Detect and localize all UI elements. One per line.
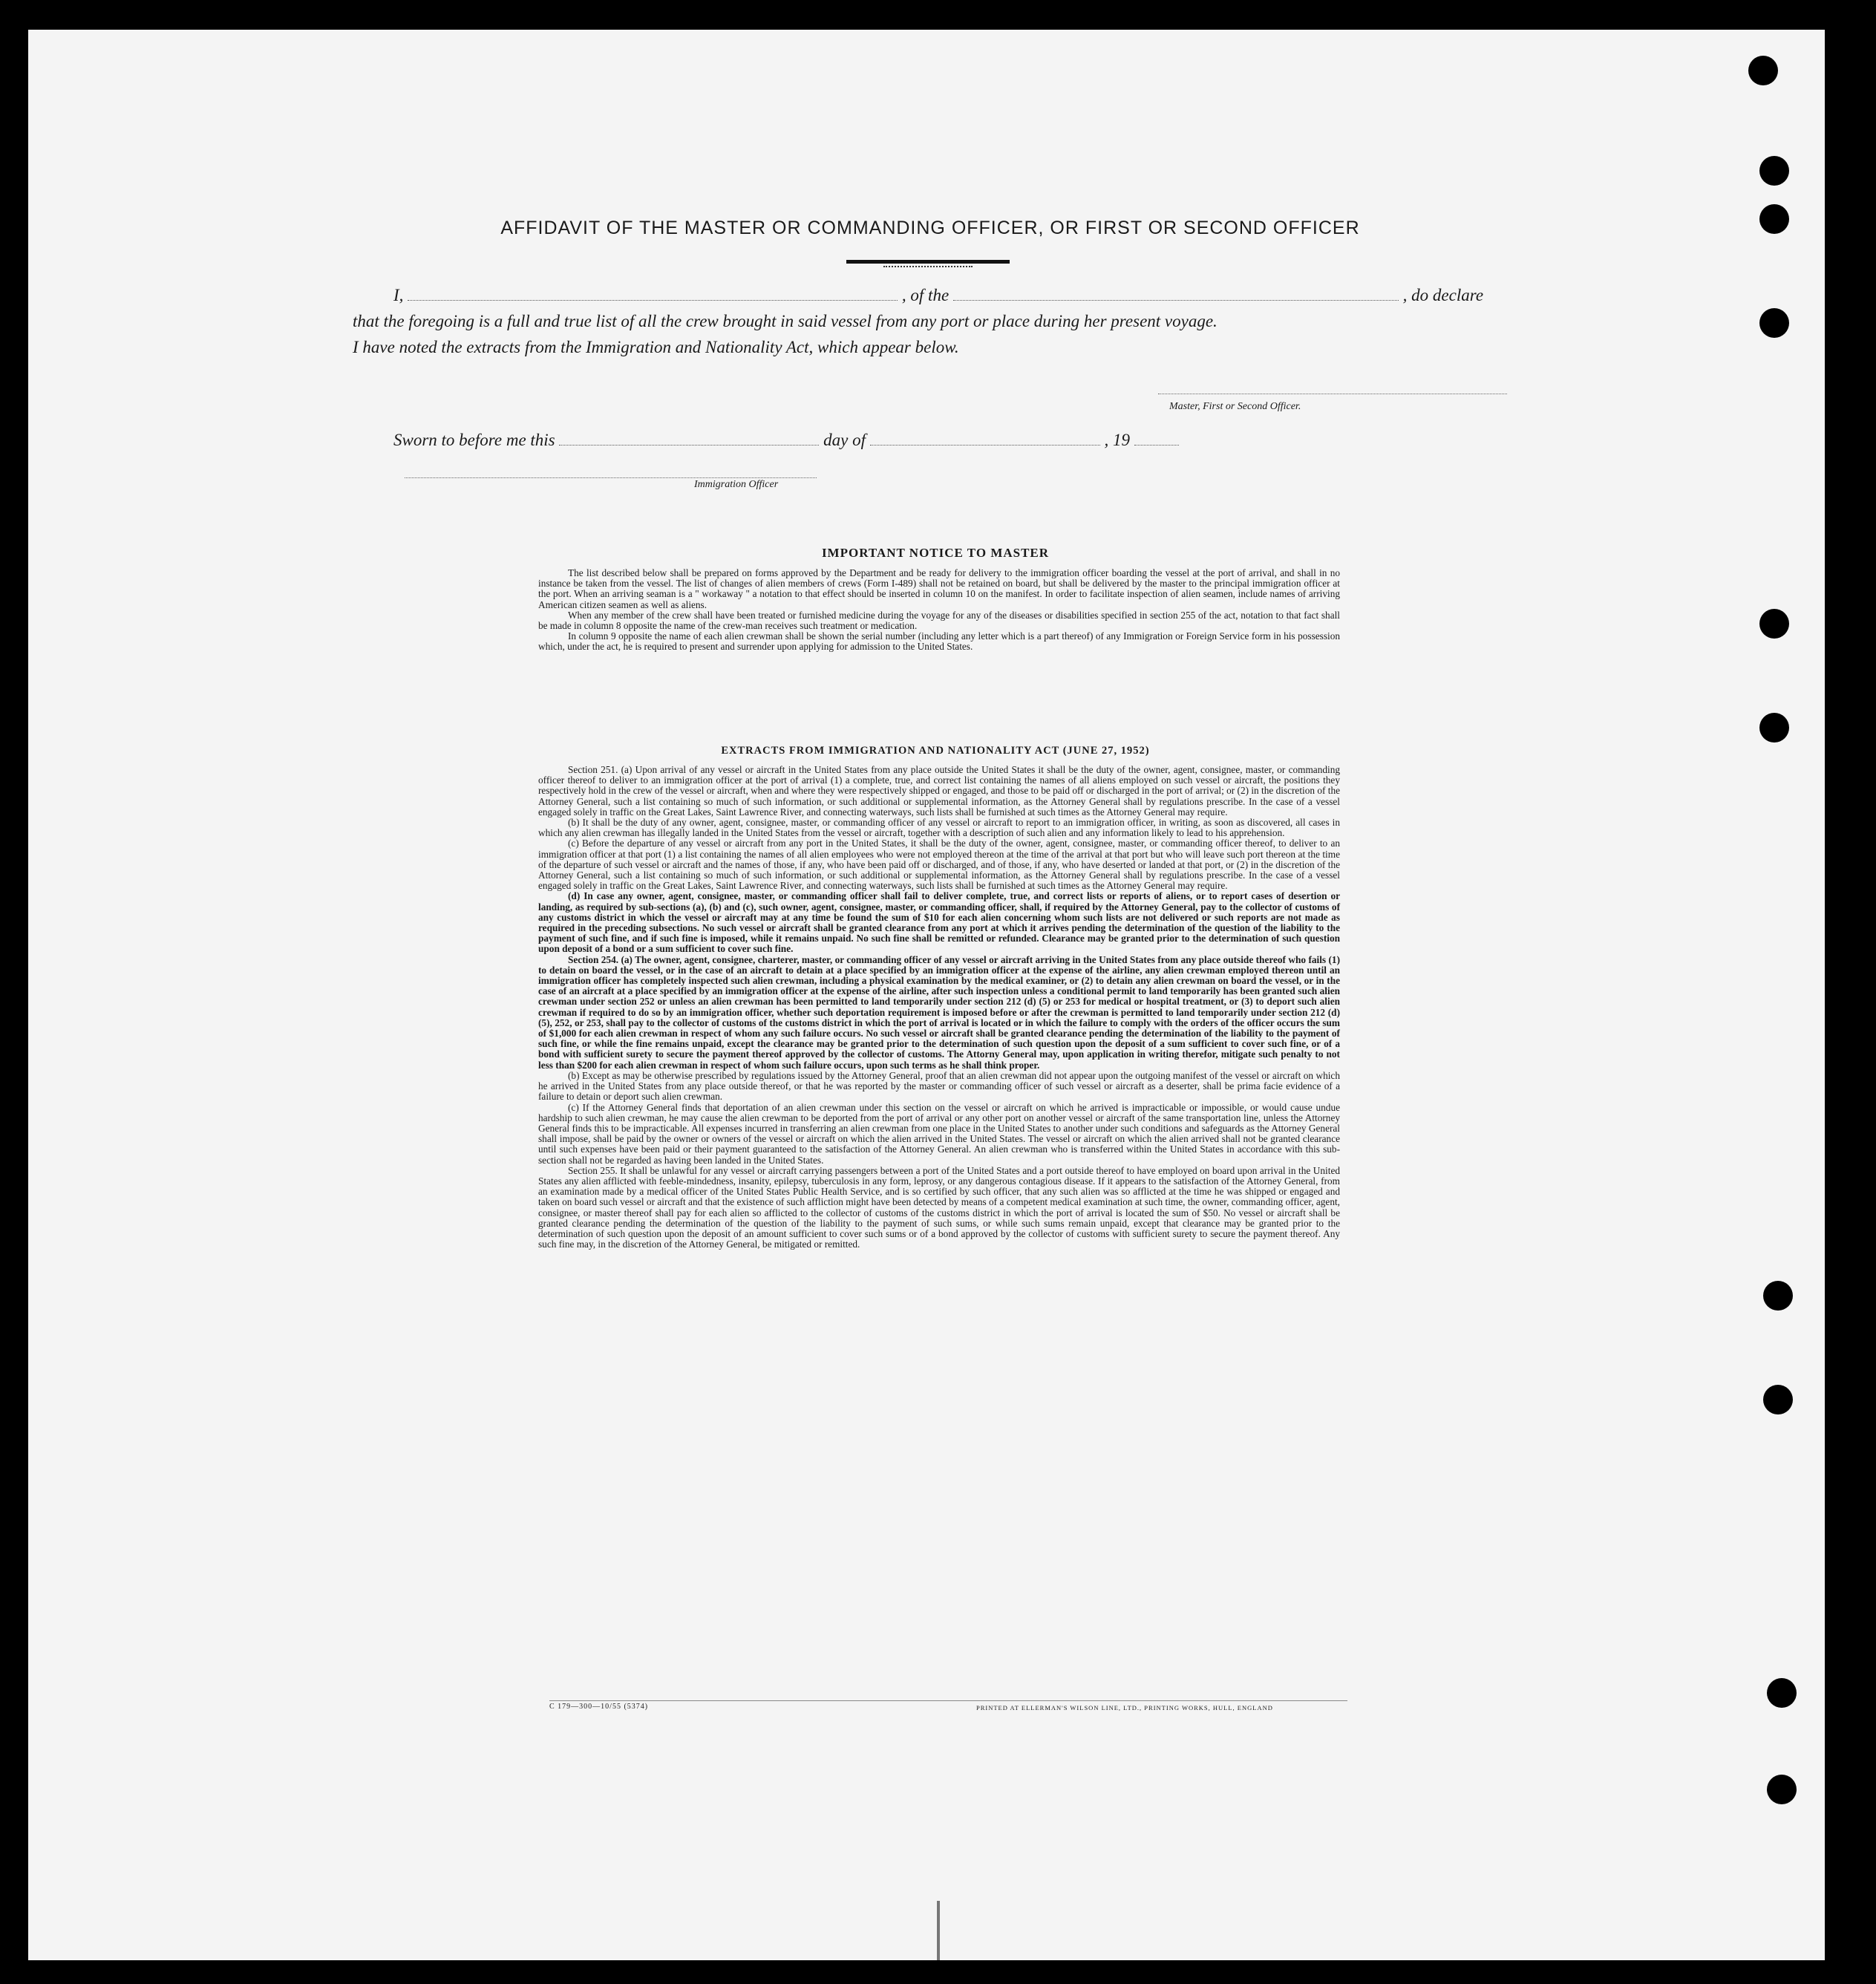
notice-heading: IMPORTANT NOTICE TO MASTER: [821, 546, 1050, 560]
punch-hole: [1763, 1385, 1793, 1414]
extract-paragraph: (c) Before the departure of any vessel or aircraft from any port in the United States, it shall be the duty of the owner, agent, consignee, master, or commanding officer thereof, to deliver to an immigration officer at that port (1) a list containing the names of all alien employees who were not employed thereon at the time of the arrival at that port but who will leave such port thereon at the time of the departure of such vessel or aircraft and the names of those, if any, who have been paid off or discharged, and of those, if any, who have deserted or landed at that port, or (2) in the discretion of the Attorney General, such a list containing so much of such information, or such additional or supplemental information, as the Attorney General shall by regulations prescribe. In the case of a vessel engaged solely in traffic on the Great Lakes, Saint Lawrence River, and connecting waterways, such lists shall be furnished at such times as the Attorney General may require.: [538, 838, 1340, 892]
extracts-body: [538, 765, 1340, 1250]
notice-paragraph: When any member of the crew shall have been treated or furnished medicine during the voyage for any of the diseases or disabilities specified in section 255 of the act, notation to that fact shall be made in column 8 opposite the name of the crew-man receives such treatment or medication.: [538, 609, 1340, 632]
sworn-line: [393, 431, 1507, 450]
vessel-blank: [953, 300, 1399, 301]
extract-paragraph: (b) Except as may be otherwise prescribed by regulations issued by the Attorney General, proof that an alien crewman did not appear upon the outgoing manifest of the vessel or aircraft on which he arrived in the United States from any place outside thereof, or that he was reported by the master or commanding officer of such vessel or aircraft as a deserter, shall be prima facie evidence of a failure to detain or deport such alien crewman.: [538, 1069, 1340, 1103]
extracts-heading: EXTRACTS FROM IMMIGRATION AND NATIONALITY ACT (JUNE 27, 1952): [721, 745, 1150, 757]
extract-paragraph: (c) If the Attorney General finds that deportation of an alien crewman under this section on the vessel or aircraft on which he arrived is impracticable or impossible, or would cause undue hardship to such alien crewman, he may cause the alien crewman to be deported from the port of arrival or any other port on another vessel or aircraft of the same transportation line, unless the Attorney General finds this to be impracticable. All expenses incurred in transferring an alien crewman from one place in the United States to another under such conditions and safeguards as the Attorney General shall impose, shall be paid by the owner or owners of the vessel or aircraft on which the alien arrived in the United States. The vessel or aircraft on which the alien arrived shall not be granted clearance until such expenses have been paid or their payment guaranteed to the satisfaction of the Attorney General. An alien crewman who is transferred within the United States in accordance with this sub-section shall not be regarded as having been landed in the United States.: [538, 1101, 1340, 1166]
affidavit-declare: , do declare: [1402, 286, 1484, 304]
notice-body: [538, 568, 1340, 653]
punch-hole: [1759, 156, 1789, 186]
affidavit-title: AFFIDAVIT OF THE MASTER OR COMMANDING OFFICER, OR FIRST OR SECOND OFFICER: [500, 218, 1360, 238]
year-blank: [1134, 445, 1179, 446]
sworn-blank: [559, 445, 819, 446]
officer-signature-line: [405, 477, 817, 478]
paper-fold-mark: [937, 1901, 940, 1960]
master-caption: Master, First or Second Officer.: [1169, 401, 1301, 412]
name-blank: [408, 300, 898, 301]
affidavit-line-2: that the foregoing is a full and true list of all the crew brought in said vessel from any port or place during her present voyage.: [353, 312, 1218, 330]
title-ornament-flourish: [883, 266, 973, 269]
affidavit-i: I,: [393, 286, 404, 304]
punch-hole: [1767, 1678, 1797, 1708]
punch-hole: [1759, 204, 1789, 234]
notice-paragraph: The list described below shall be prepared on forms approved by the Department and be ready for delivery to the immigration officer boarding the vessel at the port of arrival, and shall in no instance be taken from the vessel. The list of changes of alien members of crews (Form I-489) shall not be retained on board, but shall be delivered by the master to the principal immigration officer at the port. When an arriving seaman is a " workaway " a notation to that effect should be inserted in column 10 on the manifest. In order to facilitate inspection of alien seamen, include names of arriving American citizen seamen as well as aliens.: [538, 567, 1340, 610]
extract-paragraph: Section 255. It shall be unlawful for any vessel or aircraft carrying passengers between a port of the United States and a port outside thereof to have employed on board upon arrival in the United States any alien afflicted with feeble-mindedness, insanity, epilepsy, tuberculosis in any form, leprosy, or any dangerous contagious disease. If it appears to the satisfaction of the Attorney General, from an examination made by a medical officer of the United States Public Health Service, and is so certified by such officer, that any such alien was so afflicted at the time he was shipped or engaged and taken on board such vessel or aircraft and that the existence of such affliction might have been detected by means of a competent medical examination at such time, the owner, commanding officer, agent, consignee, or master thereof shall pay for each alien so afflicted to the collector of customs of the customs district in which the port of arrival is located the sum of $50. No vessel or aircraft shall be granted clearance pending the determination of the question of the liability to the payment of such sums, or while such sums remain unpaid, except that clearance may be granted prior to the determination of such question upon the deposit of an amount sufficient to cover such sums or of a bond approved by the collector of customs with sufficient surety to secure the payment thereof. Any such fine may, in the discretion of the Attorney General, be mitigated or remitted.: [538, 1164, 1340, 1250]
extract-paragraph: (b) It shall be the duty of any owner, agent, consignee, master, or commanding officer of any vessel or aircraft to report to an immigration officer, in writing, as soon as discovered, all cases in which any alien crewman has illegally landed in the United States from the vessel or aircraft, together with a description of such alien and any information likely to lead to his apprehension.: [538, 817, 1340, 839]
punch-hole: [1759, 609, 1789, 639]
year-text: , 19: [1104, 431, 1130, 449]
day-blank: [870, 445, 1100, 446]
day-of-text: day of: [823, 431, 866, 449]
extract-paragraph: Section 254. (a) The owner, agent, consignee, charterer, master, or commanding officer of any vessel or aircraft arriving in the United States from any place outside thereof who fails (1) to detain on board the vessel, or in the case of an aircraft to detain at a place specified by an immigration officer at the expense of the airline, any alien crewman employed thereon until an immigration officer has completely inspected such alien crewman, including a physical examination by the medical examiner, or (2) to detain any alien crewman on board the vessel, or in the case of an aircraft at a place specified by an immigration officer at the expense of the airline, after such inspection unless a conditional permit to land temporarily has been granted such alien crewman under section 252 or unless an alien crewman has been permitted to land temporarily under section 212 (d) (5) or 253 for medical or hospital treatment, or (3) to deport such alien crewman if required to do so by an immigration officer, whether such deportation requirement is imposed before or after the crewman is permitted to land temporarily under section 212 (d) (5), 252, or 253, shall pay to the collector of customs of the customs district in which the port of arrival is located or in which the failure to comply with the orders of the officer occurs the sum of $1,000 for each alien crewman in respect of whom any such failure occurs. No such vessel or aircraft shall be granted clearance pending the determination of the liability to the payment of such fine, or while the fine remains unpaid, except the clearance may be granted prior to the determination of such question upon the deposit of a sum sufficient to cover such fine, or of a bond with sufficient surety to secure the payment thereof approved by the collector of customs. The Attorny General may, upon application in writing therefor, mitigate such penalty to not less than $200 for each alien crewman in respect of whom such failure occurs, upon such terms as he shall think proper.: [538, 953, 1340, 1071]
footer-rule: [549, 1700, 1347, 1701]
form-code: C 179—300—10/55 (5374): [549, 1703, 649, 1711]
extract-paragraph: Section 251. (a) Upon arrival of any vessel or aircraft in the United States from any place outside the United States it shall be the duty of the owner, agent, consignee, master, or commanding officer thereof to deliver to an immigration officer at the port of arrival (1) a complete, true, and correct list containing the names of all aliens employed on such vessel or aircraft, the positions they respectively hold in the crew of the vessel or aircraft, when and where they were respectively shipped or engaged, and those to be paid off or discharged in the port of arrival; or (2) in the discretion of the Attorney General, such a list containing so much of such information, or such additional or supplemental information, as the Attorney General shall by regulations prescribe. In the case of a vessel engaged solely in traffic on the Great Lakes, Saint Lawrence River, and connecting waterways, such lists shall be furnished at such times as the Attorney General may require.: [538, 764, 1340, 818]
affidavit-line-1: [393, 286, 1507, 305]
notice-paragraph: In column 9 opposite the name of each alien crewman shall be shown the serial number (including any letter which is a part thereof) of any Immigration or Foreign Service form in his possession which, under the act, he is required to present and surrender upon applying for admission to the United States.: [538, 630, 1340, 653]
sworn-text: Sworn to before me this: [393, 431, 555, 449]
punch-hole: [1763, 1281, 1793, 1311]
punch-hole: [1759, 713, 1789, 743]
punch-hole: [1759, 308, 1789, 338]
title-ornament-rule: [846, 260, 1010, 264]
punch-hole: [1767, 1775, 1797, 1804]
officer-caption: Immigration Officer: [694, 479, 779, 490]
affidavit-line-3: I have noted the extracts from the Immigration and Nationality Act, which appear below.: [353, 338, 959, 356]
extract-paragraph: (d) In case any owner, agent, consignee, master, or commanding officer shall fail to deliver complete, true, and correct lists or reports of aliens, or to report cases of desertion or landing, as required by sub-sections (a), (b) and (c), such owner, agent, consignee, master, or commanding officer, shall, if required by the Attorney General, pay to the collector of customs of any customs district in which the vessel or aircraft may at any time be found the sum of $10 for each alien concerning whom such lists are not delivered or such reports are not made as required in the preceding subsections. No such vessel or aircraft shall be granted clearance from any port at which it arrives pending the determination of the question of the liability to the payment of such fine, and if such fine is imposed, while it remains unpaid. No such fine shall be remitted or refunded. Clearance may be granted prior to the determination of such question upon deposit of a bond or a sum sufficient to cover such fine.: [538, 890, 1340, 955]
affidavit-of-the: , of the: [901, 286, 950, 304]
printer-credit: PRINTED AT ELLERMAN'S WILSON LINE, LTD., PRINTING WORKS, HULL, ENGLAND: [976, 1704, 1273, 1711]
punch-hole: [1748, 56, 1778, 85]
